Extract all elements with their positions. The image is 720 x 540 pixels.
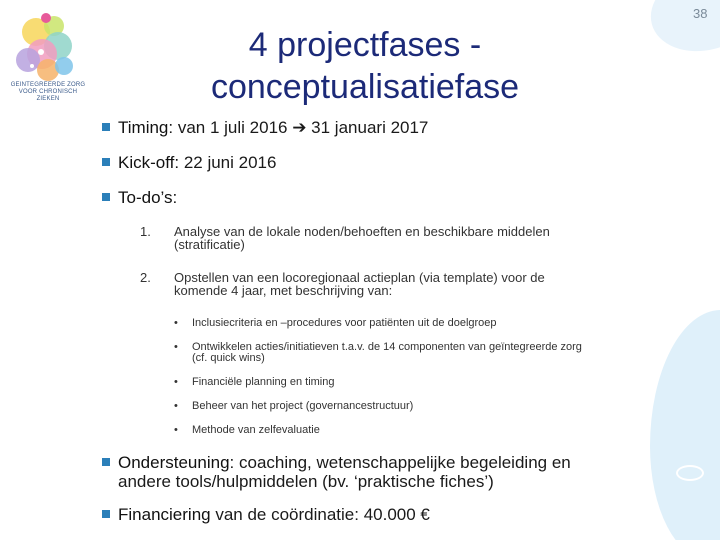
sub-item-line-2: (cf. quick wins) [192,352,265,364]
logo-text: GEINTEGREERDE ZORG VOOR CHRONISCH ZIEKEN [10,82,86,102]
bullet-dot-icon: • [174,376,178,388]
kickoff-text: 22 juni 2016 [179,153,277,172]
title-line-1: 4 projectfases - [248,26,482,64]
todo-item-number: 1. [140,224,151,239]
todo-label: To-do’s [118,188,173,207]
sub-item-text [192,401,672,412]
ondersteuning-separator: : [229,453,235,472]
square-bullet-icon [102,458,110,466]
decorative-ring [676,465,704,481]
sub-item-line-1: Financiële planning en timing [192,376,335,388]
kickoff-label: Kick-off: [118,153,180,172]
timing-separator: : [168,118,174,137]
financiering-label: Financiering [118,505,211,524]
title-line-2: conceptualisatiefase [210,68,520,106]
timing-text: van 1 juli 2016 ➔ 31 januari 2017 [173,118,429,137]
timing-label: Timing [118,118,169,137]
bullet-dot-icon: • [174,341,178,353]
slide-title [150,24,580,108]
todo-item-line-2: komende 4 jaar, met beschrijving van: [174,283,393,298]
todo-item-number: 2. [140,270,151,285]
bullet-dot-icon: • [174,424,178,436]
ondersteuning-line-1: coaching, wetenschappelijke begeleiding en [234,453,571,472]
todo-item-line-1: Opstellen van een locoregionaal actieplan (via template) voor de [174,270,545,285]
page-number: 38 [693,6,708,21]
ondersteuning-text-block [118,453,618,491]
square-bullet-icon [102,510,110,518]
sub-item-line-1: Ontwikkelen acties/initiatieven t.a.v. de 14 componenten van geïntegreerde zorg [192,341,582,353]
todo-item-text [174,271,644,297]
todo-item-text [174,225,644,251]
square-bullet-icon [102,193,110,201]
sub-item-text [192,318,672,329]
bullet-financiering [102,505,430,524]
sub-item-text [192,425,672,436]
ondersteuning-label: Ondersteuning [118,453,230,472]
sub-item-line-1: Beheer van het project (governancestructuur) [192,400,414,412]
bullet-dot-icon: • [174,317,178,329]
ondersteuning-line-2: andere tools/hulpmiddelen (bv. ‘praktische fiches’) [118,472,494,491]
sub-item-text [192,342,672,364]
bullet-timing [102,118,428,137]
square-bullet-icon [102,158,110,166]
bullet-todo [102,188,177,207]
sub-item-line-1: Inclusiecriteria en –procedures voor patiënten uit de doelgroep [192,317,497,329]
todo-item-line-2: (stratificatie) [174,237,245,252]
bullet-ondersteuning [102,453,618,491]
sub-item-line-1: Methode van zelfevaluatie [192,424,320,436]
todo-separator: : [172,188,178,207]
bullet-kickoff [102,153,276,172]
todo-item-line-1: Analyse van de lokale noden/behoeften en beschikbare middelen [174,224,550,239]
sub-item-text [192,377,672,388]
decorative-blob-top [642,0,720,63]
financiering-text: van de coördinatie: 40.000 € [210,505,430,524]
square-bullet-icon [102,123,110,131]
bullet-dot-icon: • [174,400,178,412]
